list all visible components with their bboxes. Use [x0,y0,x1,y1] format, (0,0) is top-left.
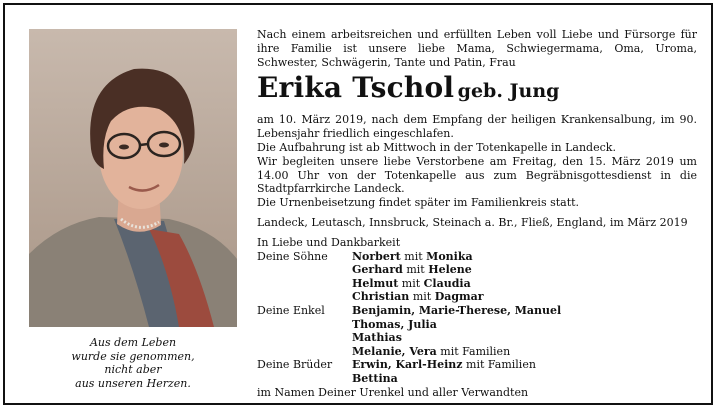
grandchildren-names: Mathias [352,331,402,345]
obituary-card [3,3,713,405]
sons-label: Deine Söhne [257,249,328,263]
quote-line: nicht aber [104,363,162,376]
family-row [257,318,561,332]
sibling-names: Erwin, Karl-Heinz [352,358,463,372]
partner-name: Dagmar [434,290,484,304]
grandchildren-names: Melanie, Vera [352,344,437,358]
family-row [257,304,561,318]
partner-name: Monika [426,249,473,263]
deceased-name [257,73,697,109]
grandchildren-names: Thomas, Julia [352,317,437,331]
family-list [257,250,561,386]
family-row: Deine Söhne Norbert mit Monika [257,249,473,263]
portrait-photo [29,29,237,327]
grandchildren-label: Deine Enkel [257,303,325,317]
closing-line: im Namen Deiner Urenkel und aller Verwandten [257,385,529,399]
family-row [257,331,561,345]
brothers-label: Deine Brüder [257,358,333,372]
family-row: Deine Brüder Erwin, Karl-Heinz mit Familien [257,358,536,372]
places-line: Landeck, Leutasch, Innsbruck, Steinach a. Br., Fließ, England, im März 2019 [257,215,688,229]
son-name: Christian [352,290,410,304]
deceased-full-name: Erika Tschol [257,71,455,105]
urn-paragraph: Die Urnenbeisetzung findet später im Familienkreis statt. [257,196,580,210]
memorial-quote [29,336,237,390]
family-row: Christian mit Dagmar [352,290,484,304]
partner-name: Helene [428,263,472,277]
quote-line: aus unseren Herzen. [75,376,191,390]
sibling-names: Bettina [352,371,398,385]
family-row [257,372,561,386]
viewing-paragraph: Die Aufbahrung ist ab Mittwoch in der Totenkapelle in Landeck. [257,140,616,154]
family-row: Melanie, Vera mit Familien [352,344,511,358]
greeting-line: In Liebe und Dankbarkeit [257,235,401,249]
quote-line: wurde sie genommen, [71,349,195,363]
intro-paragraph: Nach einem arbeitsreichen und erfüllten Leben voll Liebe und Fürsorge für ihre Familie ist unsere liebe Mama, Schwiegermama, Oma, Uroma, Schwester, Schwägerin, Tante und Patin, Frau [257,28,697,69]
funeral-paragraph: Wir begleiten unsere liebe Verstorbene am Freitag, den 15. März 2019 um 14.00 Uhr von der Totenkapelle aus zum Begräbnisgottesdienst in die Stadtpfarrkirche Landeck. [257,154,697,196]
partner-name: Claudia [423,276,471,290]
grandchildren-names: Benjamin, Marie-Therese, Manuel [352,303,562,317]
obituary-text [257,28,697,399]
death-paragraph: am 10. März 2019, nach dem Empfang der heiligen Krankensalbung, im 90. Lebensjahr friedlich eingeschlafen. [257,113,697,141]
son-name: Gerhard [352,263,403,277]
family-row: Helmut mit Claudia [352,276,471,290]
quote-line: Aus dem Leben [89,336,177,349]
portrait-illustration [29,29,237,327]
son-name: Helmut [352,276,399,290]
son-name: Norbert [352,249,401,263]
family-row: Gerhard mit Helene [352,263,472,277]
maiden-name: geb. Jung [457,80,560,103]
